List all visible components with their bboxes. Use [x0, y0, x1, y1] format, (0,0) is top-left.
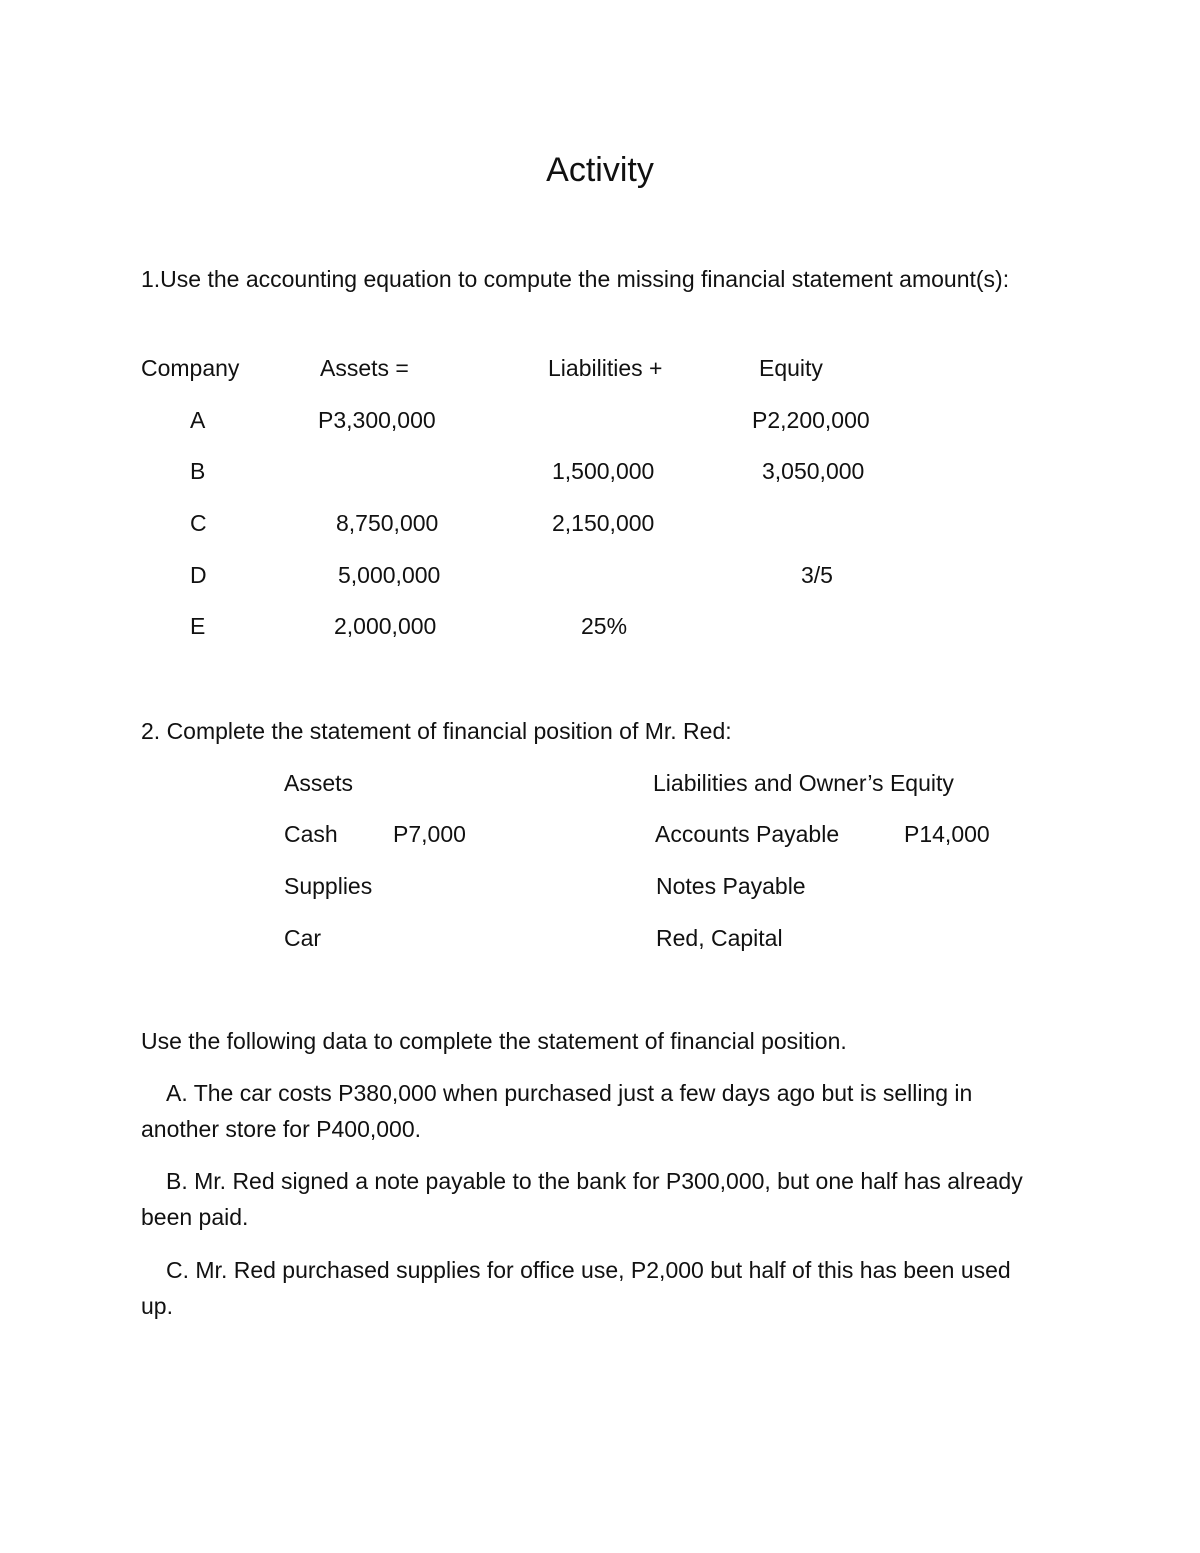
liab-value-accounts-payable: P14,000	[904, 821, 990, 847]
liab-label-red-capital: Red, Capital	[656, 925, 783, 951]
row-c-liabilities: 2,150,000	[552, 510, 655, 536]
row-b-company: B	[190, 458, 206, 484]
row-d-assets: 5,000,000	[338, 562, 441, 588]
row-e-liabilities: 25%	[581, 613, 628, 639]
row-a-equity: P2,200,000	[752, 407, 870, 433]
row-a-assets: P3,300,000	[318, 407, 436, 433]
instruction-c-text: C. Mr. Red purchased supplies for office use, P2,000 but half of this has been used up.	[141, 1257, 1011, 1319]
q1-prompt: 1.Use the accounting equation to compute the missing financial statement amount(s):	[141, 266, 1010, 292]
row-c-assets: 8,750,000	[336, 510, 439, 536]
instruction-c	[141, 1252, 1041, 1324]
liab-label-accounts-payable: Accounts Payable	[655, 821, 840, 847]
row-b-liabilities: 1,500,000	[552, 458, 655, 484]
asset-label-car: Car	[284, 925, 322, 951]
row-d-company: D	[190, 562, 207, 588]
instruction-b-text: B. Mr. Red signed a note payable to the bank for P300,000, but one half has already been paid.	[141, 1168, 1023, 1230]
row-e-company: E	[190, 613, 206, 639]
header-liabilities: Liabilities +	[548, 355, 663, 381]
assets-heading: Assets	[284, 770, 354, 796]
header-equity: Equity	[759, 355, 823, 381]
row-d-equity: 3/5	[801, 562, 833, 588]
row-b-equity: 3,050,000	[762, 458, 865, 484]
instruction-a	[141, 1075, 1041, 1147]
asset-value-cash: P7,000	[393, 821, 466, 847]
page-title: Activity	[546, 151, 654, 189]
instruction-a-text: A. The car costs P380,000 when purchased just a few days ago but is selling in another store for P400,000.	[141, 1080, 973, 1142]
header-company: Company	[141, 355, 240, 381]
asset-label-cash: Cash	[284, 821, 338, 847]
instructions-intro: Use the following data to complete the statement of financial position.	[141, 1028, 847, 1054]
row-e-assets: 2,000,000	[334, 613, 437, 639]
instruction-b	[141, 1163, 1041, 1235]
header-assets: Assets =	[320, 355, 409, 381]
row-a-company: A	[190, 407, 206, 433]
q2-prompt: 2. Complete the statement of financial position of Mr. Red:	[141, 718, 732, 744]
asset-label-supplies: Supplies	[284, 873, 373, 899]
row-c-company: C	[190, 510, 207, 536]
liabilities-heading: Liabilities and Owner’s Equity	[653, 770, 954, 796]
liab-label-notes-payable: Notes Payable	[656, 873, 806, 899]
